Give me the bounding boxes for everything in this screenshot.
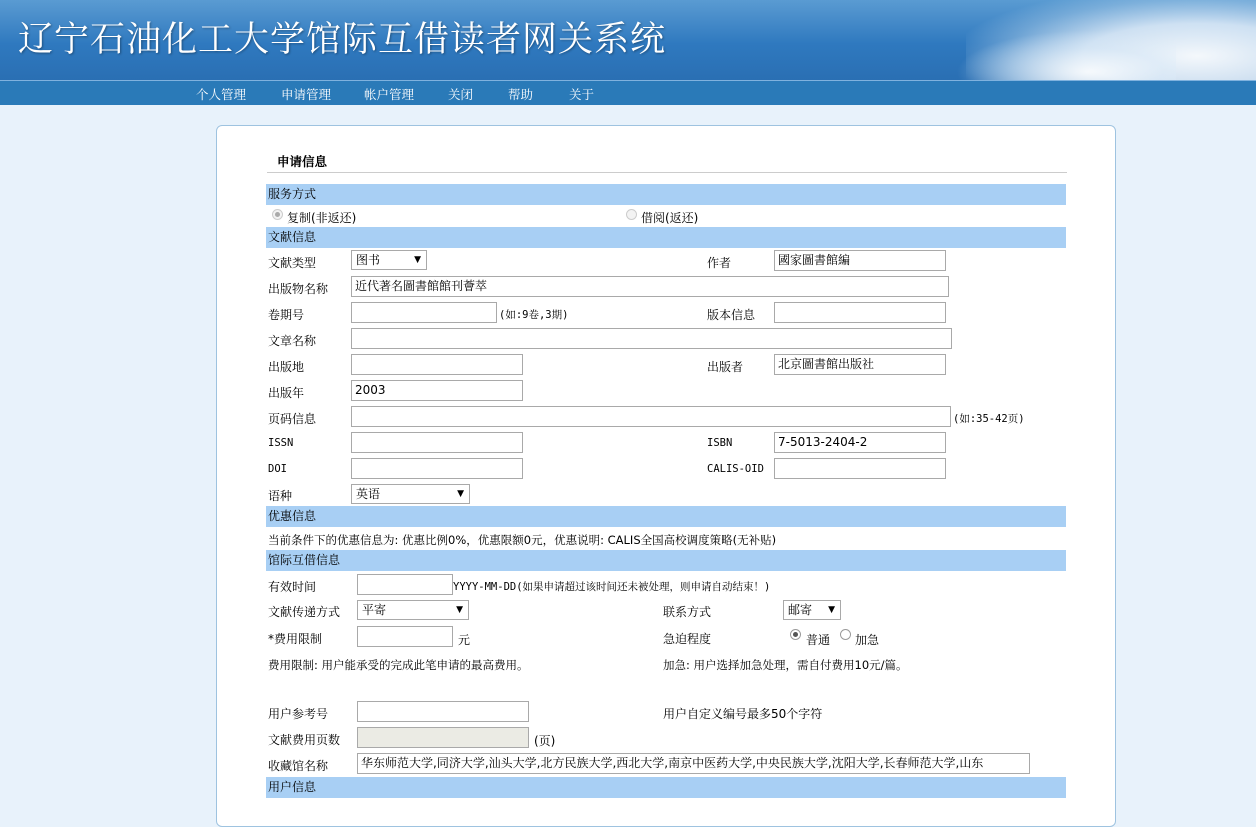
edition-input[interactable] xyxy=(774,302,946,323)
urgency-urgent-label: 加急 xyxy=(855,633,880,647)
year-label: 出版年 xyxy=(268,386,305,400)
place-input[interactable] xyxy=(351,354,523,375)
isbn-input[interactable]: 7-5013-2404-2 xyxy=(774,432,946,453)
nav-request-management[interactable]: 申请管理 xyxy=(281,87,332,102)
chevron-down-icon: ▼ xyxy=(828,605,835,615)
article-label: 文章名称 xyxy=(268,334,317,348)
doc-type-value: 图书 xyxy=(356,253,381,267)
banner-cloud-decoration-small xyxy=(956,30,1176,80)
discount-text: 当前条件下的优惠信息为: 优惠比例0%，优惠限额0元，优惠说明: CALIS全国高校调度策略(无补贴) xyxy=(268,533,777,547)
doi-input[interactable] xyxy=(351,458,523,479)
doc-type-select[interactable] xyxy=(351,250,427,270)
fee-pages-label: 文献费用页数 xyxy=(268,733,341,747)
chevron-down-icon: ▼ xyxy=(457,489,464,499)
header-banner xyxy=(0,0,1256,80)
calis-oid-input[interactable] xyxy=(774,458,946,479)
urgency-urgent-radio[interactable] xyxy=(840,629,851,640)
publisher-input[interactable]: 北京圖書館出版社 xyxy=(774,354,946,375)
pages-input[interactable] xyxy=(351,406,951,427)
user-ref-label: 用户参考号 xyxy=(268,707,329,721)
isbn-label: ISBN xyxy=(707,437,733,449)
request-form-panel xyxy=(216,125,1116,827)
section-document: 文献信息 xyxy=(266,227,1066,248)
language-value: 英语 xyxy=(356,487,381,501)
urgency-label: 急迫程度 xyxy=(663,632,712,646)
contact-value: 邮寄 xyxy=(788,603,813,617)
valid-time-input[interactable] xyxy=(357,574,453,595)
valid-time-hint: YYYY-MM-DD(如果申请超过该时间还未被处理，则申请自动结束！) xyxy=(453,581,771,593)
language-select[interactable] xyxy=(351,484,470,504)
language-label: 语种 xyxy=(268,489,293,503)
pub-name-input[interactable]: 近代著名圖書館館刊薈萃 xyxy=(351,276,949,297)
section-ill: 馆际互借信息 xyxy=(266,550,1066,571)
fee-limit-input[interactable] xyxy=(357,626,453,647)
pages-label: 页码信息 xyxy=(268,412,317,426)
user-ref-note: 用户自定义编号最多50个字符 xyxy=(663,707,823,721)
chevron-down-icon: ▼ xyxy=(456,605,463,615)
place-label: 出版地 xyxy=(268,360,305,374)
service-copy-radio[interactable] xyxy=(272,209,283,220)
user-ref-input[interactable] xyxy=(357,701,529,722)
issn-input[interactable] xyxy=(351,432,523,453)
chevron-down-icon: ▼ xyxy=(414,255,421,265)
contact-select[interactable] xyxy=(783,600,841,620)
service-copy-label: 复制(非返还) xyxy=(287,211,357,225)
library-input[interactable]: 华东师范大学,同济大学,汕头大学,北方民族大学,西北大学,南京中医药大学,中央民族大学,沈阳大学,长春师范大学,山东 xyxy=(357,753,1030,774)
library-label: 收藏馆名称 xyxy=(268,759,329,773)
author-label: 作者 xyxy=(707,256,732,270)
valid-time-label: 有效时间 xyxy=(268,580,317,594)
fee-pages-unit: (页) xyxy=(534,734,556,748)
issn-label: ISSN xyxy=(268,437,294,449)
service-loan-radio[interactable] xyxy=(626,209,637,220)
volume-input[interactable] xyxy=(351,302,497,323)
doc-type-label: 文献类型 xyxy=(268,256,317,270)
panel-heading: 申请信息 xyxy=(277,154,328,169)
section-service: 服务方式 xyxy=(266,184,1066,205)
service-loan-label: 借阅(返还) xyxy=(641,211,699,225)
nav-personal-management[interactable]: 个人管理 xyxy=(196,87,247,102)
site-title: 辽宁石油化工大学馆际互借读者网关系统 xyxy=(18,20,667,60)
publisher-label: 出版者 xyxy=(707,360,744,374)
nav-close[interactable]: 关闭 xyxy=(448,87,474,102)
nav-about[interactable]: 关于 xyxy=(569,87,595,102)
contact-label: 联系方式 xyxy=(663,605,712,619)
heading-divider xyxy=(267,172,1067,173)
fee-unit: 元 xyxy=(458,633,471,647)
delivery-select[interactable] xyxy=(357,600,469,620)
urgent-note: 加急: 用户选择加急处理，需自付费用10元/篇。 xyxy=(663,658,908,672)
volume-label: 卷期号 xyxy=(268,308,305,322)
section-discount: 优惠信息 xyxy=(266,506,1066,527)
pub-name-label: 出版物名称 xyxy=(268,282,329,296)
main-navigation xyxy=(0,80,1256,105)
calis-oid-label: CALIS-OID xyxy=(707,463,764,475)
nav-help[interactable]: 帮助 xyxy=(508,87,534,102)
section-user: 用户信息 xyxy=(266,777,1066,798)
doi-label: DOI xyxy=(268,463,287,475)
author-input[interactable]: 國家圖書館編 xyxy=(774,250,946,271)
volume-hint: (如:9卷,3期) xyxy=(499,309,569,321)
nav-account-management[interactable]: 帐户管理 xyxy=(364,87,415,102)
pages-hint: (如:35-42页) xyxy=(953,413,1025,425)
fee-pages-input[interactable] xyxy=(357,727,529,748)
edition-label: 版本信息 xyxy=(707,308,756,322)
delivery-value: 平寄 xyxy=(362,603,387,617)
fee-limit-label: *费用限制 xyxy=(268,632,323,646)
delivery-label: 文献传递方式 xyxy=(268,605,341,619)
fee-note: 费用限制: 用户能承受的完成此笔申请的最高费用。 xyxy=(268,658,529,672)
article-input[interactable] xyxy=(351,328,952,349)
year-input[interactable]: 2003 xyxy=(351,380,523,401)
urgency-normal-radio[interactable] xyxy=(790,629,801,640)
urgency-normal-label: 普通 xyxy=(806,633,831,647)
